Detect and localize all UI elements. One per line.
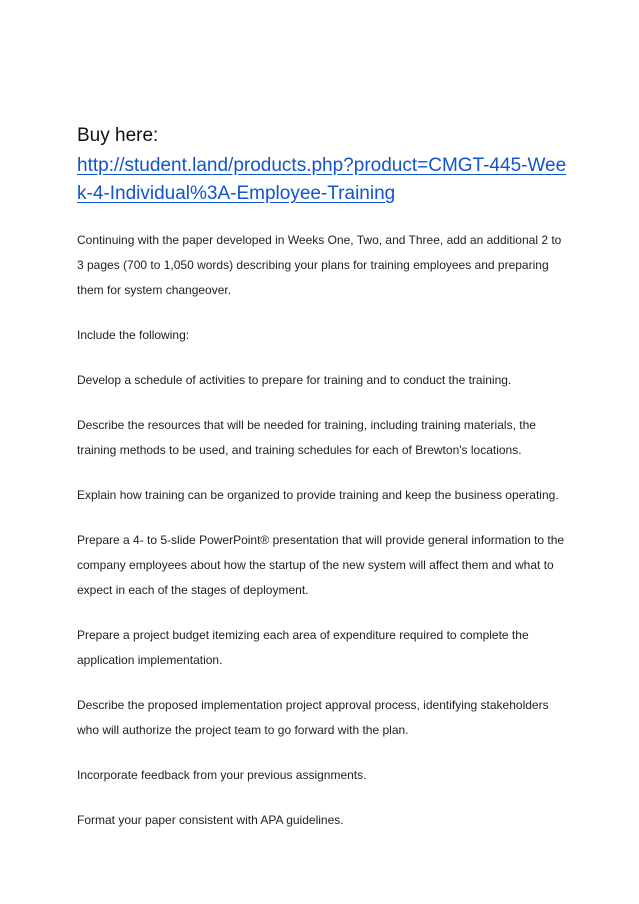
paragraph-organization: Explain how training can be organized to provide training and keep the business operating. xyxy=(77,488,559,502)
document-body xyxy=(77,122,567,833)
paragraph-budget: Prepare a project budget itemizing each area of expenditure required to complete the application implementation. xyxy=(77,628,529,667)
buy-here-label: Buy here: xyxy=(77,125,159,146)
paragraph-resources: Describe the resources that will be needed for training, including training materials, the training methods to be used, and training schedules for each of Brewton's locations. xyxy=(77,418,536,457)
paragraph-schedule: Develop a schedule of activities to prepare for training and to conduct the training. xyxy=(77,373,512,387)
paragraph-feedback: Incorporate feedback from your previous assignments. xyxy=(77,768,367,782)
paragraph-approval: Describe the proposed implementation project approval process, identifying stakeholders who will authorize the project team to go forward with the plan. xyxy=(77,698,549,737)
paragraph-include: Include the following: xyxy=(77,328,190,342)
paragraph-format: Format your paper consistent with APA guidelines. xyxy=(77,813,344,827)
paragraph-intro: Continuing with the paper developed in Weeks One, Two, and Three, add an additional 2 to 3 pages (700 to 1,050 words) describing your plans for training employees and preparing them for system changeover. xyxy=(77,233,562,297)
product-link[interactable]: http://student.land/products.php?product=CMGT-445-Week-4-Individual%3A-Employee-Training xyxy=(77,155,567,204)
paragraph-presentation: Prepare a 4- to 5-slide PowerPoint® presentation that will provide general information to the company employees about how the startup of the new system will affect them and what to expect in each of the stages of deployment. xyxy=(77,533,565,597)
